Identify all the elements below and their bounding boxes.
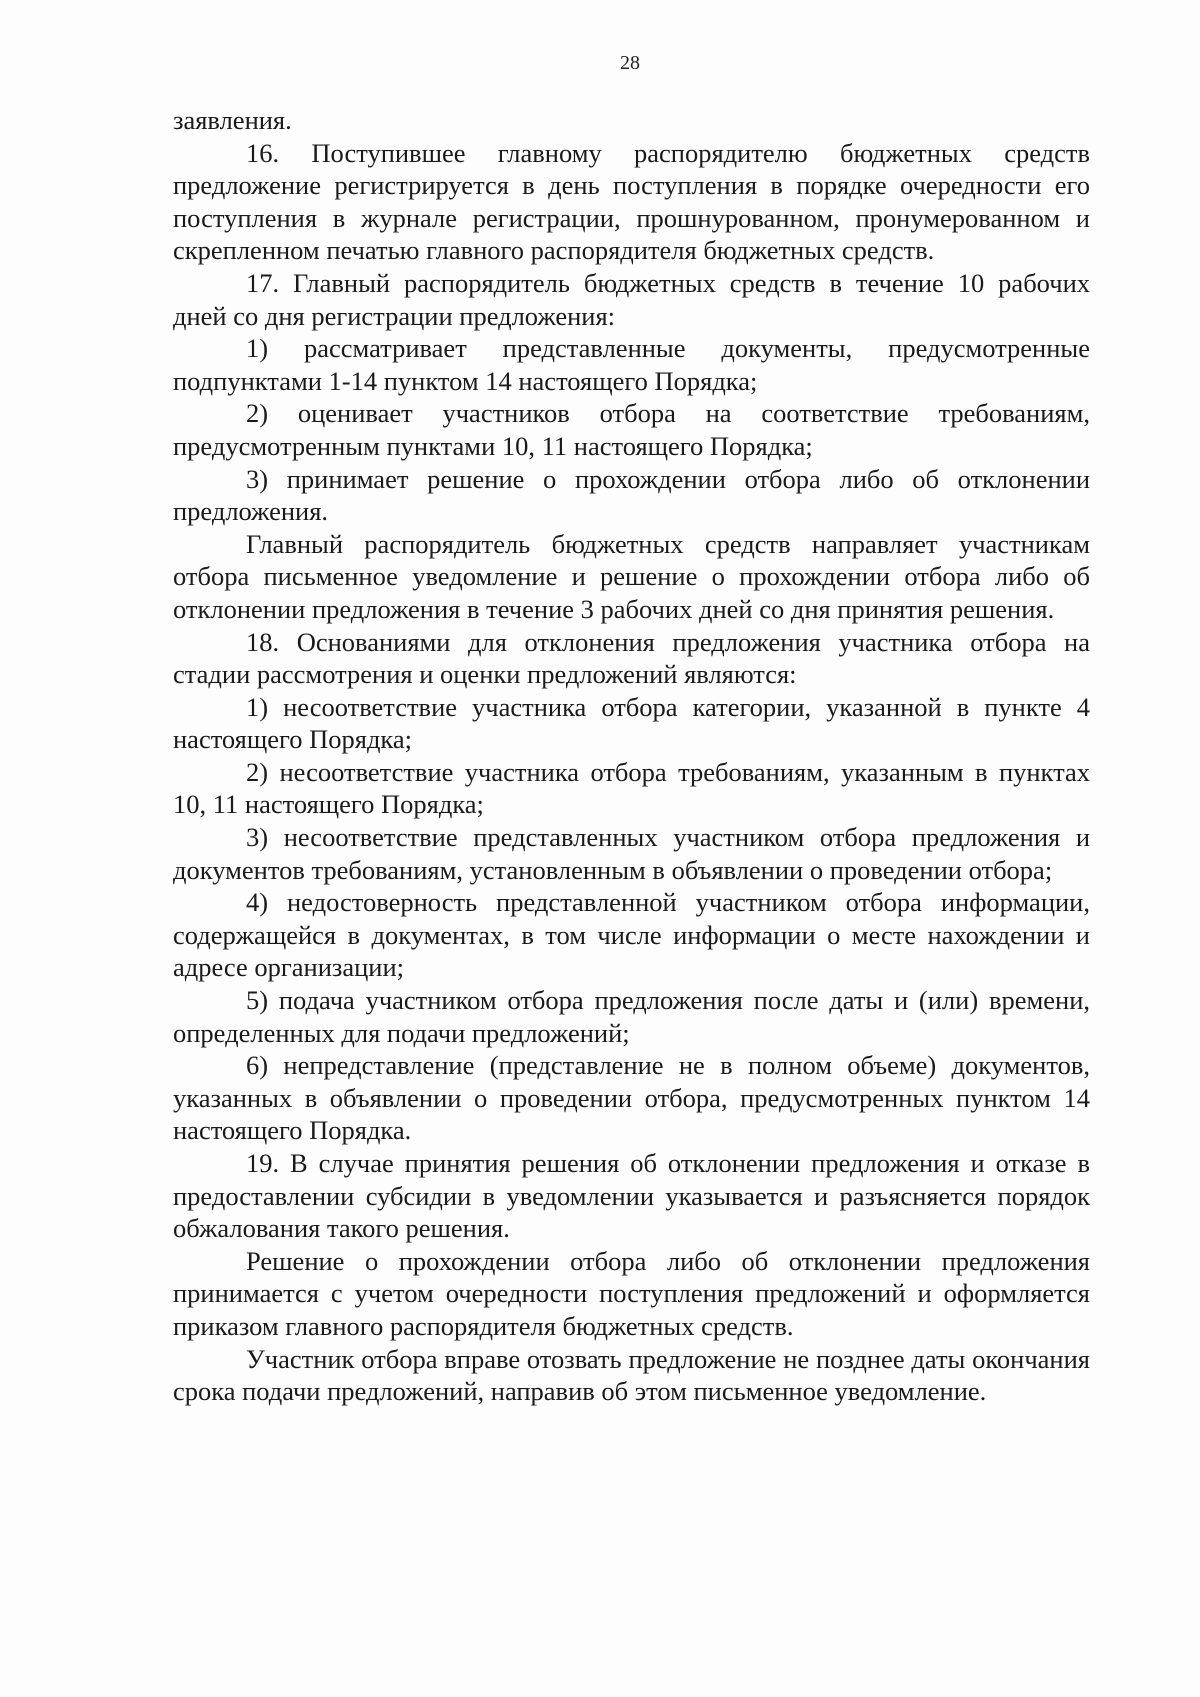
paragraph-item-17-2: 2) оценивает участников отбора на соответствие требованиям, предусмотренным пунктами 10, 11 настоящего Порядка; <box>173 398 1090 461</box>
paragraph-withdrawal: Участник отбора вправе отозвать предложение не позднее даты окончания срока подачи предложений, направив об этом письменное уведомление. <box>173 1343 1090 1407</box>
page-number: 28 <box>620 52 640 74</box>
document-body <box>173 104 1090 1408</box>
paragraph-item-18-6: 6) непредставление (представление не в полном объеме) документов, указанных в объявлении о проведении отбора, предусмотренных пунктом 14 настоящего Порядка. <box>173 1050 1090 1146</box>
paragraph-item-17: 17. Главный распорядитель бюджетных средств в течение 10 рабочих дней со дня регистрации предложения: <box>173 267 1090 331</box>
paragraph-item-18-3: 3) несоответствие представленных участником отбора предложения и документов требованиям, установленным в объявлении о проведении отбора; <box>173 822 1090 885</box>
paragraph-notification: Главный распорядитель бюджетных средств направляет участникам отбора письменное уведомление и решение о прохождении отбора либо об отклонении предложения в течение 3 рабочих дней со дня принятия решения. <box>173 528 1090 624</box>
paragraph-decision: Решение о прохождении отбора либо об отклонении предложения принимается с учетом очередности поступления предложений и оформляется приказом главного распорядителя бюджетных средств. <box>173 1245 1090 1341</box>
paragraph-item-19: 19. В случае принятия решения об отклонении предложения и отказе в предоставлении субсидии в уведомлении указывается и разъясняется порядок обжалования такого решения. <box>173 1148 1090 1244</box>
paragraph-item-16: 16. Поступившее главному распорядителю бюджетных средств предложение регистрируется в день поступления в порядке очередности его поступления в журнале регистрации, прошнурованном, пронумерованном и скрепленном печатью главного распорядителя бюджетных средств. <box>173 137 1090 266</box>
paragraph-item-18-5: 5) подача участником отбора предложения после даты и (или) времени, определенных для подачи предложений; <box>173 985 1090 1048</box>
paragraph-item-17-1: 1) рассматривает представленные документы, предусмотренные подпунктами 1-14 пунктом 14 настоящего Порядка; <box>173 333 1090 396</box>
paragraph-continuation: заявления. <box>173 105 292 135</box>
paragraph-item-18-1: 1) несоответствие участника отбора категории, указанной в пункте 4 настоящего Порядка; <box>173 691 1090 755</box>
paragraph-item-17-3: 3) принимает решение о прохождении отбора либо об отклонении предложения. <box>173 463 1090 527</box>
paragraph-item-18-2: 2) несоответствие участника отбора требованиям, указанным в пунктах 10, 11 настоящего Порядка; <box>173 756 1090 820</box>
paragraph-item-18: 18. Основаниями для отклонения предложения участника отбора на стадии рассмотрения и оценки предложений являются: <box>173 626 1090 690</box>
paragraph-item-18-4: 4) недостоверность представленной участником отбора информации, содержащейся в документах, в том числе информации о месте нахождении и адресе организации; <box>173 887 1090 983</box>
